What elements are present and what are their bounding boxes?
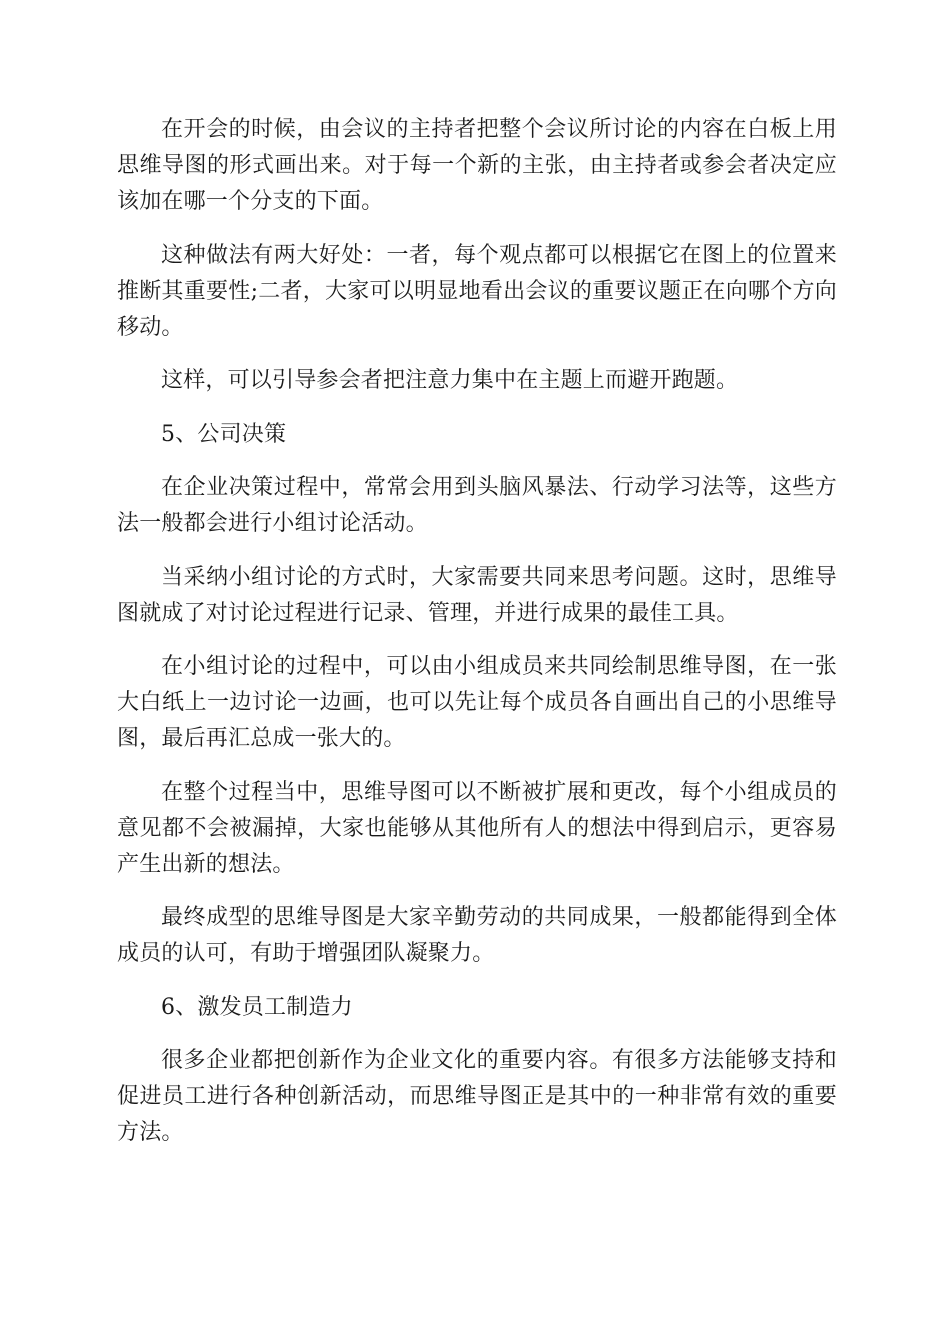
section-heading-employee-creativity: 6、激发员工制造力: [161, 994, 353, 1020]
paragraph-two-benefits: 这种做法有两大好处：一者，每个观点都可以根据它在图上的位置来推断其重要性;二者，大家可以明显地看出会议的重要议题正在向哪个方向移动。: [117, 242, 837, 340]
paragraph-meeting-whiteboard: 在开会的时候，由会议的主持者把整个会议所讨论的内容在白板上用思维导图的形式画出来。对于每一个新的主张，由主持者或参会者决定应该加在哪一个分支的下面。: [117, 117, 837, 214]
paragraph-innovation-culture: 很多企业都把创新作为企业文化的重要内容。有很多方法能够支持和促进员工进行各种创新活动，而思维导图正是其中的一种非常有效的重要方法。: [117, 1048, 837, 1145]
document-body: [117, 112, 837, 1169]
section-heading-company-decision: 5、公司决策: [161, 421, 287, 447]
paragraph-expand-and-revise: 在整个过程当中，思维导图可以不断被扩展和更改，每个小组成员的意见都不会被漏掉，大家也能够从其他所有人的想法中得到启示，更容易产生出新的想法。: [117, 779, 837, 877]
paragraph-group-drawing: 在小组讨论的过程中，可以由小组成员来共同绘制思维导图，在一张大白纸上一边讨论一边画，也可以先让每个成员各自画出自己的小思维导图，最后再汇总成一张大的。: [117, 654, 837, 751]
paragraph-decision-process: 在企业决策过程中，常常会用到头脑风暴法、行动学习法等，这些方法一般都会进行小组讨论活动。: [117, 475, 837, 536]
paragraph-group-discussion: 当采纳小组讨论的方式时，大家需要共同来思考问题。这时，思维导图就成了对讨论过程进行记录、管理，并进行成果的最佳工具。: [117, 564, 837, 626]
paragraph-team-cohesion: 最终成型的思维导图是大家辛勤劳动的共同成果，一般都能得到全体成员的认可，有助于增强团队凝聚力。: [117, 905, 837, 966]
paragraph-avoid-off-topic: 这样，可以引导参会者把注意力集中在主题上而避开跑题。: [161, 368, 739, 393]
